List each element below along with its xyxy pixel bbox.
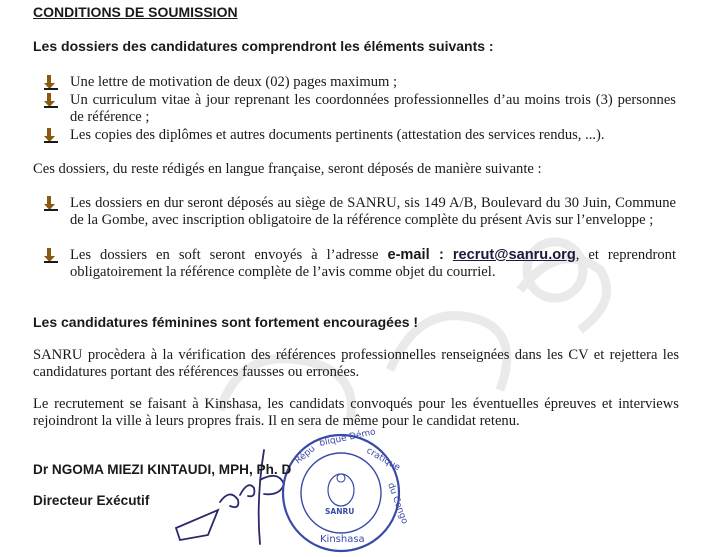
down-arrow-icon	[44, 127, 58, 143]
list-item: Les copies des diplômes et autres documents pertinents (attestation des services rendus, ...).	[44, 127, 676, 144]
svg-text:SANRU: SANRU	[325, 507, 355, 516]
list-item: Les dossiers en dur seront déposés au siège de SANRU, sis 149 A/B, Boulevard du 30 Juin, Commune de la Gombe, avec inscription obligatoire de la référence complète du présent Avis sur l’enveloppe ;	[44, 195, 676, 229]
section-title: CONDITIONS DE SOUMISSION	[33, 4, 238, 20]
svg-text:Kinshasa: Kinshasa	[320, 534, 365, 545]
email-label: e-mail :	[387, 247, 444, 263]
signatory-name: Dr NGOMA MIEZI KINTAUDI, MPH, Ph. D	[33, 462, 292, 477]
handwritten-signature	[168, 440, 298, 552]
requirements-intro: Les dossiers des candidatures comprendront les éléments suivants :	[33, 38, 494, 54]
list-item: Une lettre de motivation de deux (02) pages maximum ;	[44, 74, 676, 91]
deposit-intro: Ces dossiers, du reste rédigés en langue française, seront déposés de manière suivante :	[33, 161, 542, 177]
svg-text:du Congo: du Congo	[385, 481, 410, 526]
svg-text:Répu: Répu	[293, 443, 318, 467]
verification-paragraph: SANRU procèdera à la vérification des références professionnelles renseignées dans les CV et rejettera les candidatures portant des références fausses ou erronées.	[33, 347, 679, 380]
svg-text:blique Démo: blique Démo	[318, 427, 377, 449]
encouragement-note: Les candidatures féminines sont fortement encouragées !	[33, 314, 419, 330]
signatory-title: Directeur Exécutif	[33, 493, 150, 508]
email-link[interactable]: recrut@sanru.org	[452, 247, 576, 263]
down-arrow-icon	[44, 195, 58, 211]
official-stamp	[280, 427, 410, 554]
down-arrow-icon	[44, 247, 58, 263]
down-arrow-icon	[44, 92, 58, 108]
travel-paragraph: Le recrutement se faisant à Kinshasa, les candidats convoqués pour les éventuelles épreuves et interviews rejoindront la ville à leurs propres frais. Il en sera de même pour le candidat retenu.	[33, 396, 679, 429]
list-item: Un curriculum vitae à jour reprenant les coordonnées professionnelles d’au moins trois (3) personnes de référence ;	[44, 92, 676, 126]
svg-text:cratique: cratique	[364, 445, 402, 474]
down-arrow-icon	[44, 74, 58, 90]
list-item: Les dossiers en soft seront envoyés à l’adresse e-mail : recrut@sanru.org, et reprendront obligatoirement la référence complète de l’avis comme objet du courriel.	[44, 247, 676, 281]
